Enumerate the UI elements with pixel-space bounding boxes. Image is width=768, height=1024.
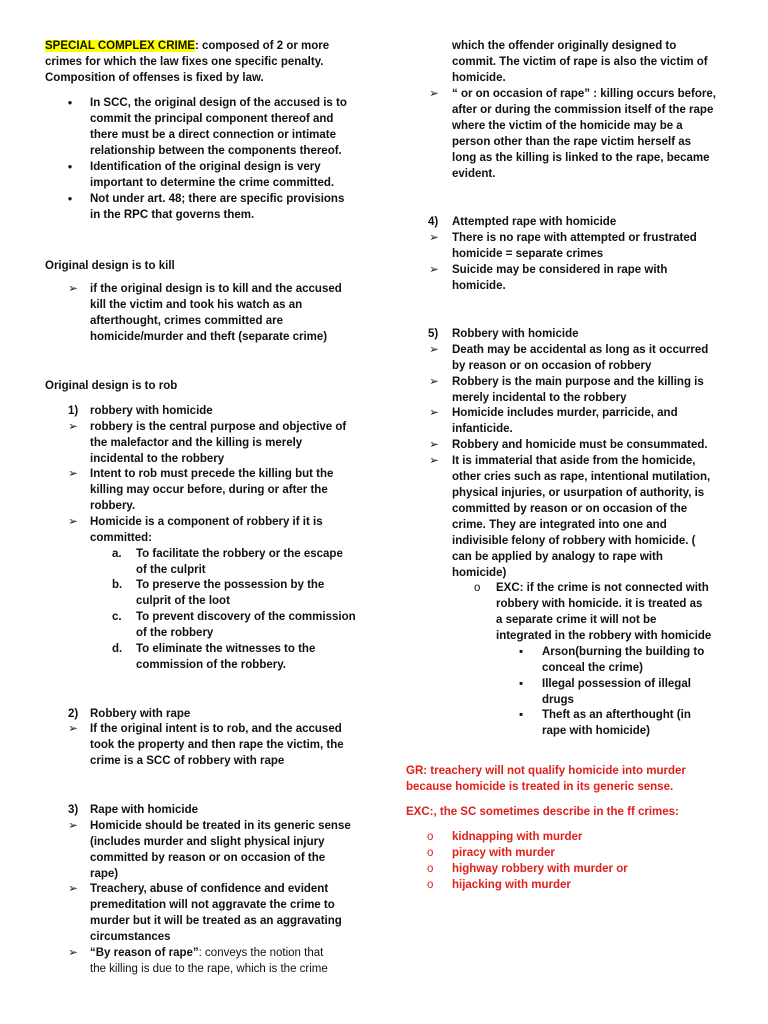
arrow-bullet-icon: ➢	[429, 439, 439, 451]
bullet-dot-icon: ●	[67, 98, 73, 107]
arrow-bullet-icon: ➢	[429, 376, 439, 388]
text-line: killing may occur before, during or after the	[90, 484, 328, 496]
text-line: robbery with homicide. it is treated as	[496, 598, 703, 610]
kill-heading: Original design is to kill	[45, 260, 175, 272]
text-line: Identification of the original design is very	[90, 161, 321, 173]
text-line: incidental to the robbery	[90, 453, 225, 465]
text-line: commit the principal component thereof and	[90, 113, 334, 125]
exception-rule: EXC:, the SC sometimes describe in the ff crimes:	[406, 806, 679, 818]
arrow-bullet-icon: ➢	[68, 723, 78, 735]
arrow-bullet-icon: ➢	[68, 947, 78, 959]
term-head: “By reason of rape”	[90, 947, 199, 959]
circle-bullet-icon: o	[427, 847, 434, 859]
text-line: if the original design is to kill and the accused	[90, 283, 342, 295]
text-line: a separate crime it will not be	[496, 614, 657, 626]
text-line: Treachery, abuse of confidence and evident	[90, 883, 329, 895]
text-line: homicide = separate crimes	[452, 248, 604, 260]
arrow-bullet-icon: ➢	[68, 820, 78, 832]
text-line: robbery is the central purpose and objective of	[90, 421, 347, 433]
text-line: of the culprit	[136, 564, 206, 576]
arrow-bullet-icon: ➢	[429, 264, 439, 276]
text-line: rape)	[90, 868, 119, 880]
text-line: by reason or on occasion of robbery	[452, 360, 652, 372]
text-line: circumstances	[90, 931, 171, 943]
text-line: can be applied by analogy to rape with	[452, 551, 663, 563]
text-line: afterthought, crimes committed are	[90, 315, 283, 327]
text-line: other cries such as rape, intentional mutilation,	[452, 471, 711, 483]
section-title: Robbery with rape	[90, 708, 191, 720]
text-line: in the RPC that governs them.	[90, 209, 255, 221]
text-line: Suicide may be considered in rape with	[452, 264, 668, 276]
text-line: of the robbery	[136, 627, 214, 639]
bullet-dot-icon: ●	[67, 194, 73, 203]
text-line: To prevent discovery of the commission	[136, 611, 356, 623]
text-line: : conveys the notion that	[198, 947, 324, 959]
section-title: Attempted rape with homicide	[452, 216, 617, 228]
text-line: crime. They are integrated into one and	[452, 519, 667, 531]
arrow-bullet-icon: ➢	[68, 516, 78, 528]
text-line: conceal the crime)	[542, 662, 643, 674]
crime-label: highway robbery with murder or	[452, 863, 628, 875]
arrow-bullet-icon: ➢	[68, 883, 78, 895]
text-line: integrated in the robbery with homicide	[496, 630, 712, 642]
text-line: Death may be accidental as long as it occurred	[452, 344, 709, 356]
item-letter: c.	[112, 611, 122, 623]
section-title: robbery with homicide	[90, 405, 213, 417]
circle-bullet-icon: o	[474, 582, 481, 594]
text-line: : killing occurs before,	[590, 88, 716, 100]
crime-label: kidnapping with murder	[452, 831, 583, 843]
term-head: “ or on occasion of rape”	[452, 88, 591, 100]
arrow-bullet-icon: ➢	[68, 283, 78, 295]
text-line: took the property and then rape the victim, the	[90, 739, 344, 751]
text-line: after or during the commission itself of the rape	[452, 104, 714, 116]
text-line: culprit of the loot	[136, 595, 230, 607]
text-line: where the victim of the homicide may be a	[452, 120, 683, 132]
text-line: indivisible felony of robbery with homicide. (	[452, 535, 696, 547]
text-line: drugs	[542, 694, 574, 706]
text-line: merely incidental to the robbery	[452, 392, 627, 404]
section-number: 4)	[428, 216, 439, 228]
text-line: long as the killing is linked to the rape, became	[452, 152, 710, 164]
scc-term: SPECIAL COMPLEX CRIME	[45, 40, 195, 52]
text-line: homicide.	[452, 280, 506, 292]
square-bullet-icon: ▪	[519, 646, 524, 658]
text-line: committed by reason or on occasion of the	[452, 503, 688, 515]
scc-definition	[45, 38, 329, 86]
text-line: crime is a SCC of robbery with rape	[90, 755, 285, 767]
text-line: evident.	[452, 168, 496, 180]
text-line: physical injuries, or usurpation of authority, is	[452, 487, 705, 499]
text-line: premeditation will not aggravate the crime to	[90, 899, 335, 911]
circle-bullet-icon: o	[427, 831, 434, 843]
text-line: There is no rape with attempted or frustrated	[452, 232, 697, 244]
text-line: Not under art. 48; there are specific provisions	[90, 193, 345, 205]
item-letter: d.	[112, 643, 123, 655]
def-line: : composed of 2 or more	[194, 40, 330, 52]
text-line: there must be a direct connection or intimate	[90, 129, 337, 141]
section-number: 3)	[68, 804, 79, 816]
text-line: robbery.	[90, 500, 136, 512]
square-bullet-icon: ▪	[519, 709, 524, 721]
section-number: 5)	[428, 328, 439, 340]
text-line: the killing is due to the rape, which is the crime	[90, 963, 328, 975]
rob-heading: Original design is to rob	[45, 380, 178, 392]
text-line: Robbery and homicide must be consummated.	[452, 439, 708, 451]
text-line: kill the victim and took his watch as an	[90, 299, 303, 311]
text-line: GR: treachery will not qualify homicide into murder	[406, 765, 686, 777]
text-line: relationship between the components thereof.	[90, 145, 342, 157]
general-rule	[406, 763, 686, 795]
square-bullet-icon: ▪	[519, 678, 524, 690]
text-line: Homicide includes murder, parricide, and	[452, 407, 678, 419]
text-line: In SCC, the original design of the accused is to	[90, 97, 347, 109]
text-line: homicide.	[452, 72, 506, 84]
text-line: the malefactor and the killing is merely	[90, 437, 303, 449]
text-line: infanticide.	[452, 423, 513, 435]
text-line: commission of the robbery.	[136, 659, 286, 671]
arrow-bullet-icon: ➢	[429, 232, 439, 244]
arrow-bullet-icon: ➢	[429, 344, 439, 356]
text-line: because homicide is treated in its generic sense.	[406, 781, 674, 793]
section-number: 1)	[68, 405, 79, 417]
text-line: Homicide is a component of robbery if it is	[90, 516, 323, 528]
text-line: homicide)	[452, 567, 507, 579]
text-line: Arson(burning the building to	[542, 646, 705, 658]
text-line: If the original intent is to rob, and the accused	[90, 723, 342, 735]
text-line: To eliminate the witnesses to the	[136, 643, 316, 655]
text-line: murder but it will be treated as an aggravating	[90, 915, 342, 927]
circle-bullet-icon: o	[427, 863, 434, 875]
arrow-bullet-icon: ➢	[429, 407, 439, 419]
text-line: To facilitate the robbery or the escape	[136, 548, 343, 560]
text-line: It is immaterial that aside from the homicide,	[452, 455, 696, 467]
text-line: To preserve the possession by the	[136, 579, 325, 591]
arrow-bullet-icon: ➢	[429, 455, 439, 467]
bullet-dot-icon: ●	[67, 162, 73, 171]
section-title: Rape with homicide	[90, 804, 198, 816]
def-line: crimes for which the law fixes one specific penalty.	[45, 56, 324, 68]
section-title: Robbery with homicide	[452, 328, 579, 340]
crime-label: hijacking with murder	[452, 879, 571, 891]
text-line: committed:	[90, 532, 152, 544]
item-letter: a.	[112, 548, 122, 560]
arrow-bullet-icon: ➢	[68, 421, 78, 433]
text-line: EXC: if the crime is not connected with	[496, 582, 709, 594]
circle-bullet-icon: o	[427, 879, 434, 891]
text-line: which the offender originally designed to	[452, 40, 677, 52]
arrow-bullet-icon: ➢	[68, 468, 78, 480]
crime-label: piracy with murder	[452, 847, 555, 859]
text-line: Intent to rob must precede the killing but the	[90, 468, 334, 480]
text-line: commit. The victim of rape is also the victim of	[452, 56, 708, 68]
def-line: Composition of offenses is fixed by law.	[45, 72, 264, 84]
text-line: important to determine the crime committed.	[90, 177, 335, 189]
arrow-bullet-icon: ➢	[429, 88, 439, 100]
text-line: person other than the rape victim herself as	[452, 136, 692, 148]
section-number: 2)	[68, 708, 79, 720]
text-line: Robbery is the main purpose and the killing is	[452, 376, 704, 388]
text-line: homicide/murder and theft (separate crime)	[90, 331, 328, 343]
text-line: Homicide should be treated in its generic sense	[90, 820, 351, 832]
text-line: committed by reason or on occasion of the	[90, 852, 326, 864]
text-line: Illegal possession of illegal	[542, 678, 691, 690]
item-letter: b.	[112, 579, 123, 591]
text-line: (includes murder and slight physical injury	[90, 836, 325, 848]
continued-text	[452, 38, 708, 86]
text-line: Theft as an afterthought (in	[542, 709, 691, 721]
text-line: rape with homicide)	[542, 725, 650, 737]
